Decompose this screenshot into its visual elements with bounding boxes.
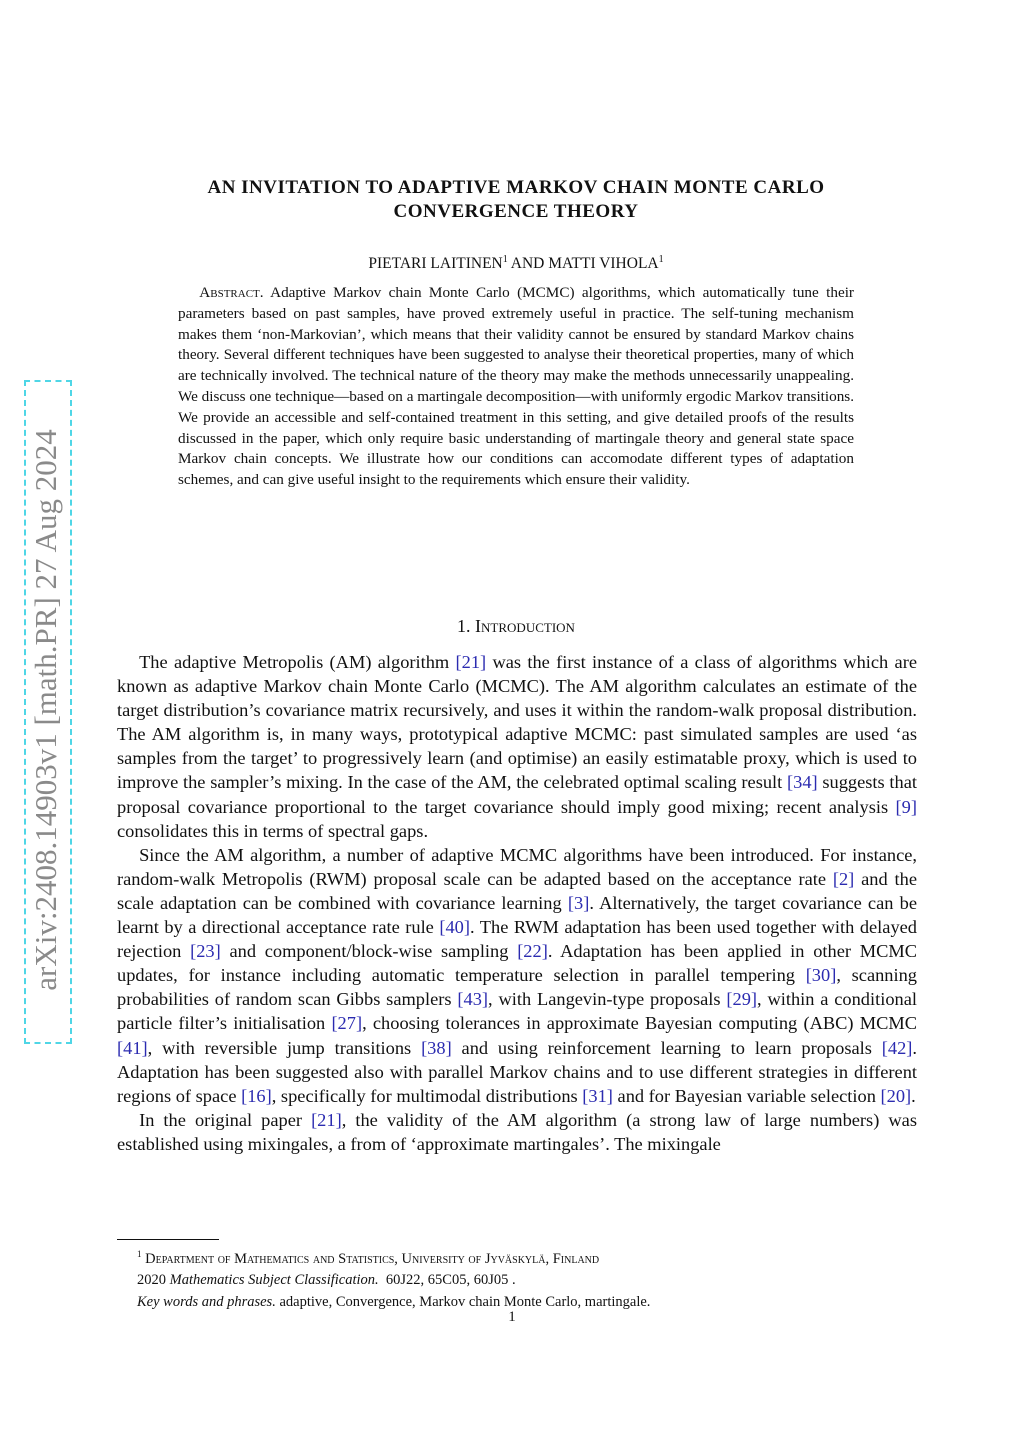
msc-year: 2020 (137, 1272, 166, 1289)
text-run: In the original paper (139, 1109, 312, 1130)
text-run: , choosing tolerances in approximate Bayesian computing (ABC) MCMC (362, 1013, 917, 1034)
citation-link[interactable]: [20] (880, 1085, 912, 1106)
text-run: Since the AM algorithm, a number of adaptive MCMC algorithms have been introduced. For instance, random-walk Metropolis (RWM) proposal scale can be adapted based on the acceptance rate (117, 844, 917, 889)
paragraph (117, 843, 917, 1108)
author-list (100, 254, 932, 273)
citation-link[interactable]: [34] (787, 772, 818, 793)
citation-link[interactable]: [21] (455, 652, 487, 672)
author-name: PIETARI LAITINEN (368, 255, 503, 273)
text-run: . Adaptation has been applied in other MCMC updates, for instance including automatic temperature selection in parallel tempering (117, 941, 917, 986)
abstract-label: Abstract. (199, 284, 264, 301)
citation-link[interactable]: [23] (190, 941, 221, 962)
keywords-label: Key words and phrases. (137, 1293, 276, 1310)
affiliation-footnote (117, 1244, 917, 1270)
citation-link[interactable]: [16] (241, 1085, 272, 1106)
paper-title (100, 176, 932, 224)
text-run: , with Langevin-type proposals (488, 989, 727, 1010)
citation-link[interactable]: [21] (311, 1109, 342, 1130)
text-run: . Adaptation has been suggested also with parallel Markov chains and to use different strategies in different regions of space (117, 1037, 918, 1106)
paragraph (117, 1108, 917, 1156)
citation-link[interactable]: [27] (331, 1013, 363, 1034)
affiliation-text: Department of Mathematics and Statistics, University of Jyväskylä, Finland (145, 1250, 600, 1267)
text-run: consolidates this in terms of spectral gaps. (117, 820, 429, 841)
paragraph (117, 650, 917, 843)
citation-link[interactable]: [2] (832, 868, 855, 889)
body-text (117, 650, 917, 1156)
text-run: The adaptive Metropolis (AM) algorithm (139, 652, 456, 672)
msc-footnote (117, 1270, 917, 1292)
text-run: . (911, 1085, 916, 1106)
footnotes (117, 1244, 917, 1313)
author-name: MATTI VIHOLA (548, 255, 659, 273)
footnote-marker: 1 (137, 1249, 142, 1259)
citation-link[interactable]: [43] (457, 989, 489, 1010)
section-number: 1. (457, 616, 471, 636)
citation-link[interactable]: [22] (517, 941, 548, 962)
text-run: . The RWM adaptation has been used together with delayed rejection (117, 917, 917, 962)
abstract-text: Adaptive Markov chain Monte Carlo (MCMC) algorithms, which automatically tune their parameters based on past samples, have proved extremely useful in practice. The self-tuning mechanism makes them ‘non-Markovian’, which means that their validity cannot be ensured by standard Markov chains theory. Several different techniques have been suggested to analyse their theoretical properties, many of which are technically involved. The technical nature of the theory may make the methods unnecessarily unappealing. We discuss one technique—based on a martingale decomposition—with uniformly ergodic Markov transitions. We provide an accessible and self-contained treatment in this setting, and give detailed proofs of the results discussed in the paper, which only require basic understanding of martingale theory and general state space Markov chain concepts. We illustrate how our conditions can accomodate different types of adaptation schemes, and can give useful insight to the requirements which ensure their validity. (178, 284, 854, 489)
keywords-text: adaptive, Convergence, Markov chain Monte Carlo, martingale. (279, 1293, 651, 1310)
text-run: , with reversible jump transitions (147, 1037, 422, 1058)
section-heading (100, 616, 932, 637)
msc-codes: 60J22, 65C05, 60J05 . (385, 1272, 516, 1289)
citation-link[interactable]: [3] (567, 892, 590, 913)
text-run: was the first instance of a class of algorithms which are known as adaptive Markov chain Monte Carlo (MCMC). The AM algorithm calculates an estimate of the target distribution’s covariance matrix recursively, and uses it within the random-walk proposal distribution. The AM algorithm is, in many ways, prototypical adaptive MCMC: past simulated samples are used ‘as samples from the target’ to progressively learn (and optimise) an easily estimatable proxy, which is used to improve the sampler’s mixing. In the case of the AM, the celebrated optimal scaling result (117, 652, 917, 793)
citation-link[interactable]: [31] (582, 1085, 613, 1106)
citation-link[interactable]: [29] (726, 989, 758, 1010)
citation-link[interactable]: [30] (805, 965, 837, 986)
text-run: , within a conditional particle filter’s initialisation (117, 989, 917, 1034)
title-line-1: AN INVITATION TO ADAPTIVE MARKOV CHAIN MONTE CARLO (207, 177, 825, 198)
section-title: Introduction (475, 616, 575, 636)
text-run: , the validity of the AM algorithm (a strong law of large numbers) was established using mixingales, a from of ‘approximate martingales’. The mixingale (117, 1109, 917, 1154)
arxiv-identifier[interactable]: arXiv:2408.14903v1 [math.PR] 27 Aug 2024 (28, 429, 63, 991)
citation-link[interactable]: [41] (117, 1037, 148, 1058)
text-run: and the scale adaptation can be combined with covariance learning (117, 868, 917, 913)
title-line-2: CONVERGENCE THEORY (393, 201, 639, 222)
footnote-rule (117, 1239, 219, 1240)
text-run: , specifically for multimodal distributions (271, 1085, 583, 1106)
text-run: and using reinforcement learning to learn proposals (451, 1037, 882, 1058)
citation-link[interactable]: [38] (421, 1037, 452, 1058)
citation-link[interactable]: [40] (439, 917, 470, 938)
author-conjunction: AND (510, 255, 545, 273)
citation-link[interactable]: [9] (895, 796, 917, 817)
text-run: and component/block-wise sampling (220, 941, 518, 962)
citation-link[interactable]: [42] (881, 1037, 913, 1058)
abstract (178, 283, 854, 491)
text-run: and for Bayesian variable selection (612, 1085, 881, 1106)
page-number: 1 (508, 1309, 516, 1325)
affiliation-marker: 1 (502, 254, 508, 265)
text-run: . Alternatively, the target covariance can be learnt by a directional acceptance rate rule (117, 892, 917, 938)
text-run: , scanning probabilities of random scan Gibbs samplers (117, 965, 918, 1010)
text-run: suggests that proposal covariance proportional to the target covariance should imply good mixing; recent analysis (117, 772, 917, 817)
affiliation-marker: 1 (658, 254, 664, 265)
msc-label: Mathematics Subject Classification. (169, 1272, 379, 1289)
